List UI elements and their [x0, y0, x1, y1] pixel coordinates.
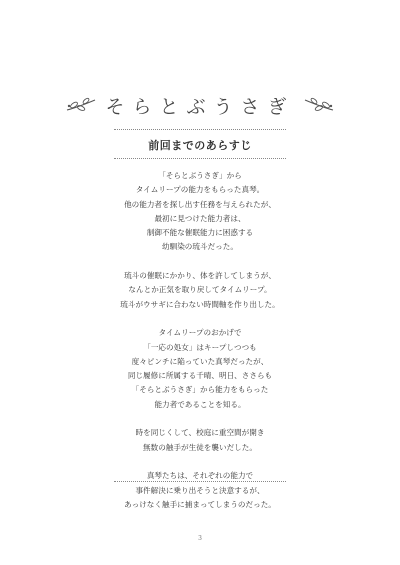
synopsis-line: 無数の触手が生徒を襲いだした。	[143, 442, 257, 452]
synopsis-line: 真琴たちは、それぞれの能力で	[146, 471, 254, 481]
synopsis-line: 同じ履修に所属する千晴、明日、ささらも	[127, 371, 273, 381]
bottom-divider	[114, 481, 286, 482]
synopsis-line: 最初に見つけた能力者は、	[154, 213, 246, 223]
synopsis-paragraph	[0, 169, 400, 255]
synopsis-line: 度々ピンチに陥っていた真琴だったが、	[131, 356, 269, 366]
synopsis-line: 事件解決に乗り出そうと決意するが、	[135, 485, 265, 495]
section-heading: 前回までのあらすじ	[148, 139, 252, 152]
synopsis-line: 制御不能な催眠能力に困惑する	[146, 228, 254, 238]
synopsis-paragraph	[0, 326, 400, 412]
synopsis-paragraph	[0, 469, 400, 512]
right-leaf-ornament-icon	[303, 96, 335, 114]
heading-divider	[114, 158, 286, 159]
synopsis-paragraph	[0, 269, 400, 312]
synopsis-line: 「そらとぶうさぎ」から能力をもらった	[131, 385, 269, 395]
page-title: そらとぶうさぎ	[105, 95, 295, 118]
synopsis-body	[0, 169, 400, 526]
synopsis-line: 「一応の処女」はキープしつつも	[143, 342, 257, 352]
page-number: 3	[198, 535, 202, 542]
title-row	[0, 92, 400, 118]
left-leaf-ornament-icon	[65, 96, 97, 114]
synopsis-line: 「そらとぶうさぎ」から	[158, 171, 242, 180]
top-divider	[114, 129, 286, 130]
synopsis-line: 他の能力者を探し出す任務を与えられたが、	[124, 199, 276, 209]
synopsis-line: 能力者であることを知る。	[154, 399, 246, 409]
synopsis-line: なんとか正気を取り戻してタイムリープ。	[128, 285, 272, 295]
synopsis-line: タイムリープの能力をもらった真琴。	[135, 185, 265, 195]
synopsis-line: タイムリープのおかげで	[158, 328, 242, 338]
synopsis-line: 琉斗がウサギに合わない時間軸を作り出した。	[120, 299, 280, 309]
synopsis-line: あっけなく触手に捕まってしまうのだった。	[124, 499, 276, 509]
synopsis-line: 琉斗の催眠にかかり、体を許してしまうが、	[124, 271, 276, 281]
synopsis-paragraph	[0, 426, 400, 455]
synopsis-line: 時を同じくして、校庭に重空間が開き	[135, 428, 265, 438]
synopsis-line: 幼馴染の琉斗だった。	[162, 242, 238, 252]
